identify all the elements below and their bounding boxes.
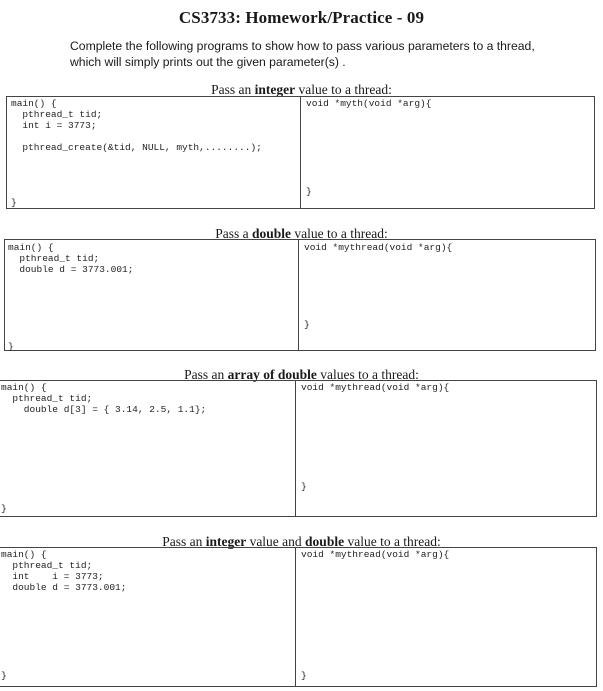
section-2-main-box[interactable]	[4, 239, 299, 351]
section-1-heading: Pass an integer value to a thread:	[211, 82, 392, 97]
section-2-main-code: main() { pthread_t tid; double d = 3773.001; }	[8, 242, 134, 352]
section-1-main-code: main() { pthread_t tid; int i = 3773; pthread_create(&tid, NULL, myth,........); }	[11, 98, 262, 208]
section-1-function-box[interactable]	[300, 96, 595, 209]
section-3-main-code: main() { pthread_t tid; double d[3] = { 3.14, 2.5, 1.1}; }	[1, 382, 207, 514]
instructions: Complete the following programs to show how to pass various parameters to a thread, which will simply prints out the given parameter(s) .	[70, 39, 535, 69]
page-title: CS3733: Homework/Practice - 09	[178, 8, 425, 27]
section-4-function-box[interactable]	[295, 547, 597, 687]
section-2-heading: Pass a double value to a thread:	[215, 226, 388, 241]
section-4-function-code: void *mythread(void *arg){ }	[301, 549, 450, 681]
section-4-heading: Pass an integer value and double value to a thread:	[162, 534, 441, 549]
section-3-heading: Pass an array of double values to a thread:	[184, 367, 419, 382]
section-3-function-box[interactable]	[295, 380, 597, 517]
section-3-function-code: void *mythread(void *arg){ }	[301, 382, 450, 492]
section-2-function-box[interactable]	[298, 239, 596, 351]
section-3-main-box[interactable]	[0, 380, 296, 517]
section-4-main-code: main() { pthread_t tid; int i = 3773; double d = 3773.001; }	[1, 549, 127, 681]
section-4-main-box[interactable]	[0, 547, 296, 687]
section-2-function-code: void *mythread(void *arg){ }	[304, 242, 453, 330]
section-1-function-code: void *myth(void *arg){ }	[306, 98, 432, 197]
section-1-main-box[interactable]	[6, 96, 301, 209]
